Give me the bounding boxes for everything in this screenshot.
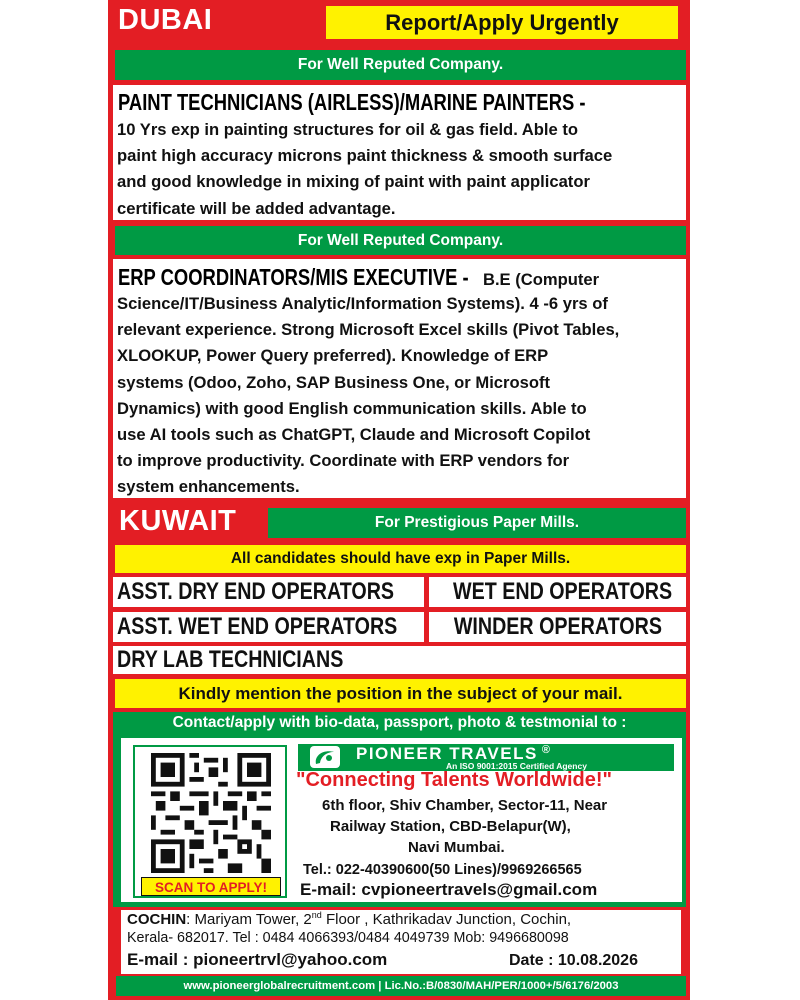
cochin-email[interactable]: E-mail : pioneertrvl@yahoo.com: [127, 950, 388, 969]
cochin-date: Date : 10.08.2026: [509, 952, 638, 969]
cochin-line-2: Kerala- 682017. Tel : 0484 4066393/0484 4049739 Mob: 9496680098: [127, 930, 569, 946]
agency-address: 6th floor, Shiv Chamber, Sector-11, Near Railway Station, CBD-Belapur(W), Navi Mumbai.: [322, 797, 608, 856]
urgent-banner: Report/Apply Urgently: [326, 6, 678, 39]
job-2-title: ERP COORDINATORS/MIS EXECUTIVE -: [118, 264, 469, 290]
cochin-box: [121, 910, 681, 974]
company-band-1: For Well Reputed Company.: [115, 50, 686, 80]
agency-phone: Tel.: 022-40390600(50 Lines)/9969266565: [303, 862, 582, 878]
scan-to-apply-label[interactable]: SCAN TO APPLY!: [141, 877, 281, 896]
job-winder: WINDER OPERATORS: [429, 612, 686, 642]
agency-name: PIONEER TRAVELS ®: [356, 744, 552, 763]
footer-bar: www.pioneerglobalrecruitment.com | Lic.No.:B/0830/MAH/PER/1000+/5/6176/2003: [116, 976, 686, 996]
qr-code-icon[interactable]: [151, 753, 271, 873]
job-asst-dry-end: ASST. DRY END OPERATORS: [113, 577, 424, 607]
job-1-title: PAINT TECHNICIANS (AIRLESS)/MARINE PAINTERS -: [118, 89, 586, 115]
mention-band: Kindly mention the position in the subject of your mail.: [115, 679, 686, 708]
cochin-line-1: COCHIN: Mariyam Tower, 2nd Floor , Kathrikadav Junction, Cochin,: [127, 910, 572, 928]
agency-tagline: "Connecting Talents Worldwide!": [296, 769, 613, 791]
city-kuwait: KUWAIT: [119, 505, 237, 537]
company-band-2: For Well Reputed Company.: [115, 226, 686, 255]
contact-heading: Contact/apply with bio-data, passport, photo & testmonial to :: [172, 714, 627, 731]
agency-logo-icon: [310, 746, 340, 768]
qr-area: [133, 745, 287, 898]
cochin-label: COCHIN: [127, 911, 187, 928]
job-asst-wet-end: ASST. WET END OPERATORS: [113, 612, 424, 642]
job-2-qualification: B.E (Computer: [478, 270, 600, 289]
agency-email[interactable]: E-mail: cvpioneertravels@gmail.com: [300, 880, 598, 899]
job-dry-lab: DRY LAB TECHNICIANS: [113, 646, 686, 674]
requirement-band: All candidates should have exp in Paper Mills.: [115, 545, 686, 573]
contact-panel: [113, 712, 686, 907]
city-dubai: DUBAI: [118, 4, 213, 36]
agency-certification: An ISO 9001:2015 Certified Agency: [446, 761, 587, 771]
job-2-box: [113, 259, 686, 498]
agency-banner: [298, 744, 674, 771]
job-wet-end: WET END OPERATORS: [429, 577, 686, 607]
job-2-description: Science/IT/Business Analytic/Information Systems). 4 -6 yrs of relevant experience. Strong Microsoft Excel skills (Pivot Tables, XLOOKUP, Power Query preferred). Knowledge of ERP systems (Odoo, Zoho, SAP Business One, or Microsoft Dynamics) with good English communication skills. Able to use AI tools such as ChatGPT, Claude and Microsoft Copilot to improve productivity. Coordinate with ERP vendors for system enhancements.: [117, 294, 620, 497]
company-band-kuwait: For Prestigious Paper Mills.: [268, 508, 686, 538]
job-1-box: [113, 85, 686, 220]
job-1-description: 10 Yrs exp in painting structures for oil & gas field. Able to paint high accuracy microns paint thickness & smooth surface and good knowledge in mixing of paint with paint applicator certificate will be added advantage.: [117, 120, 613, 218]
